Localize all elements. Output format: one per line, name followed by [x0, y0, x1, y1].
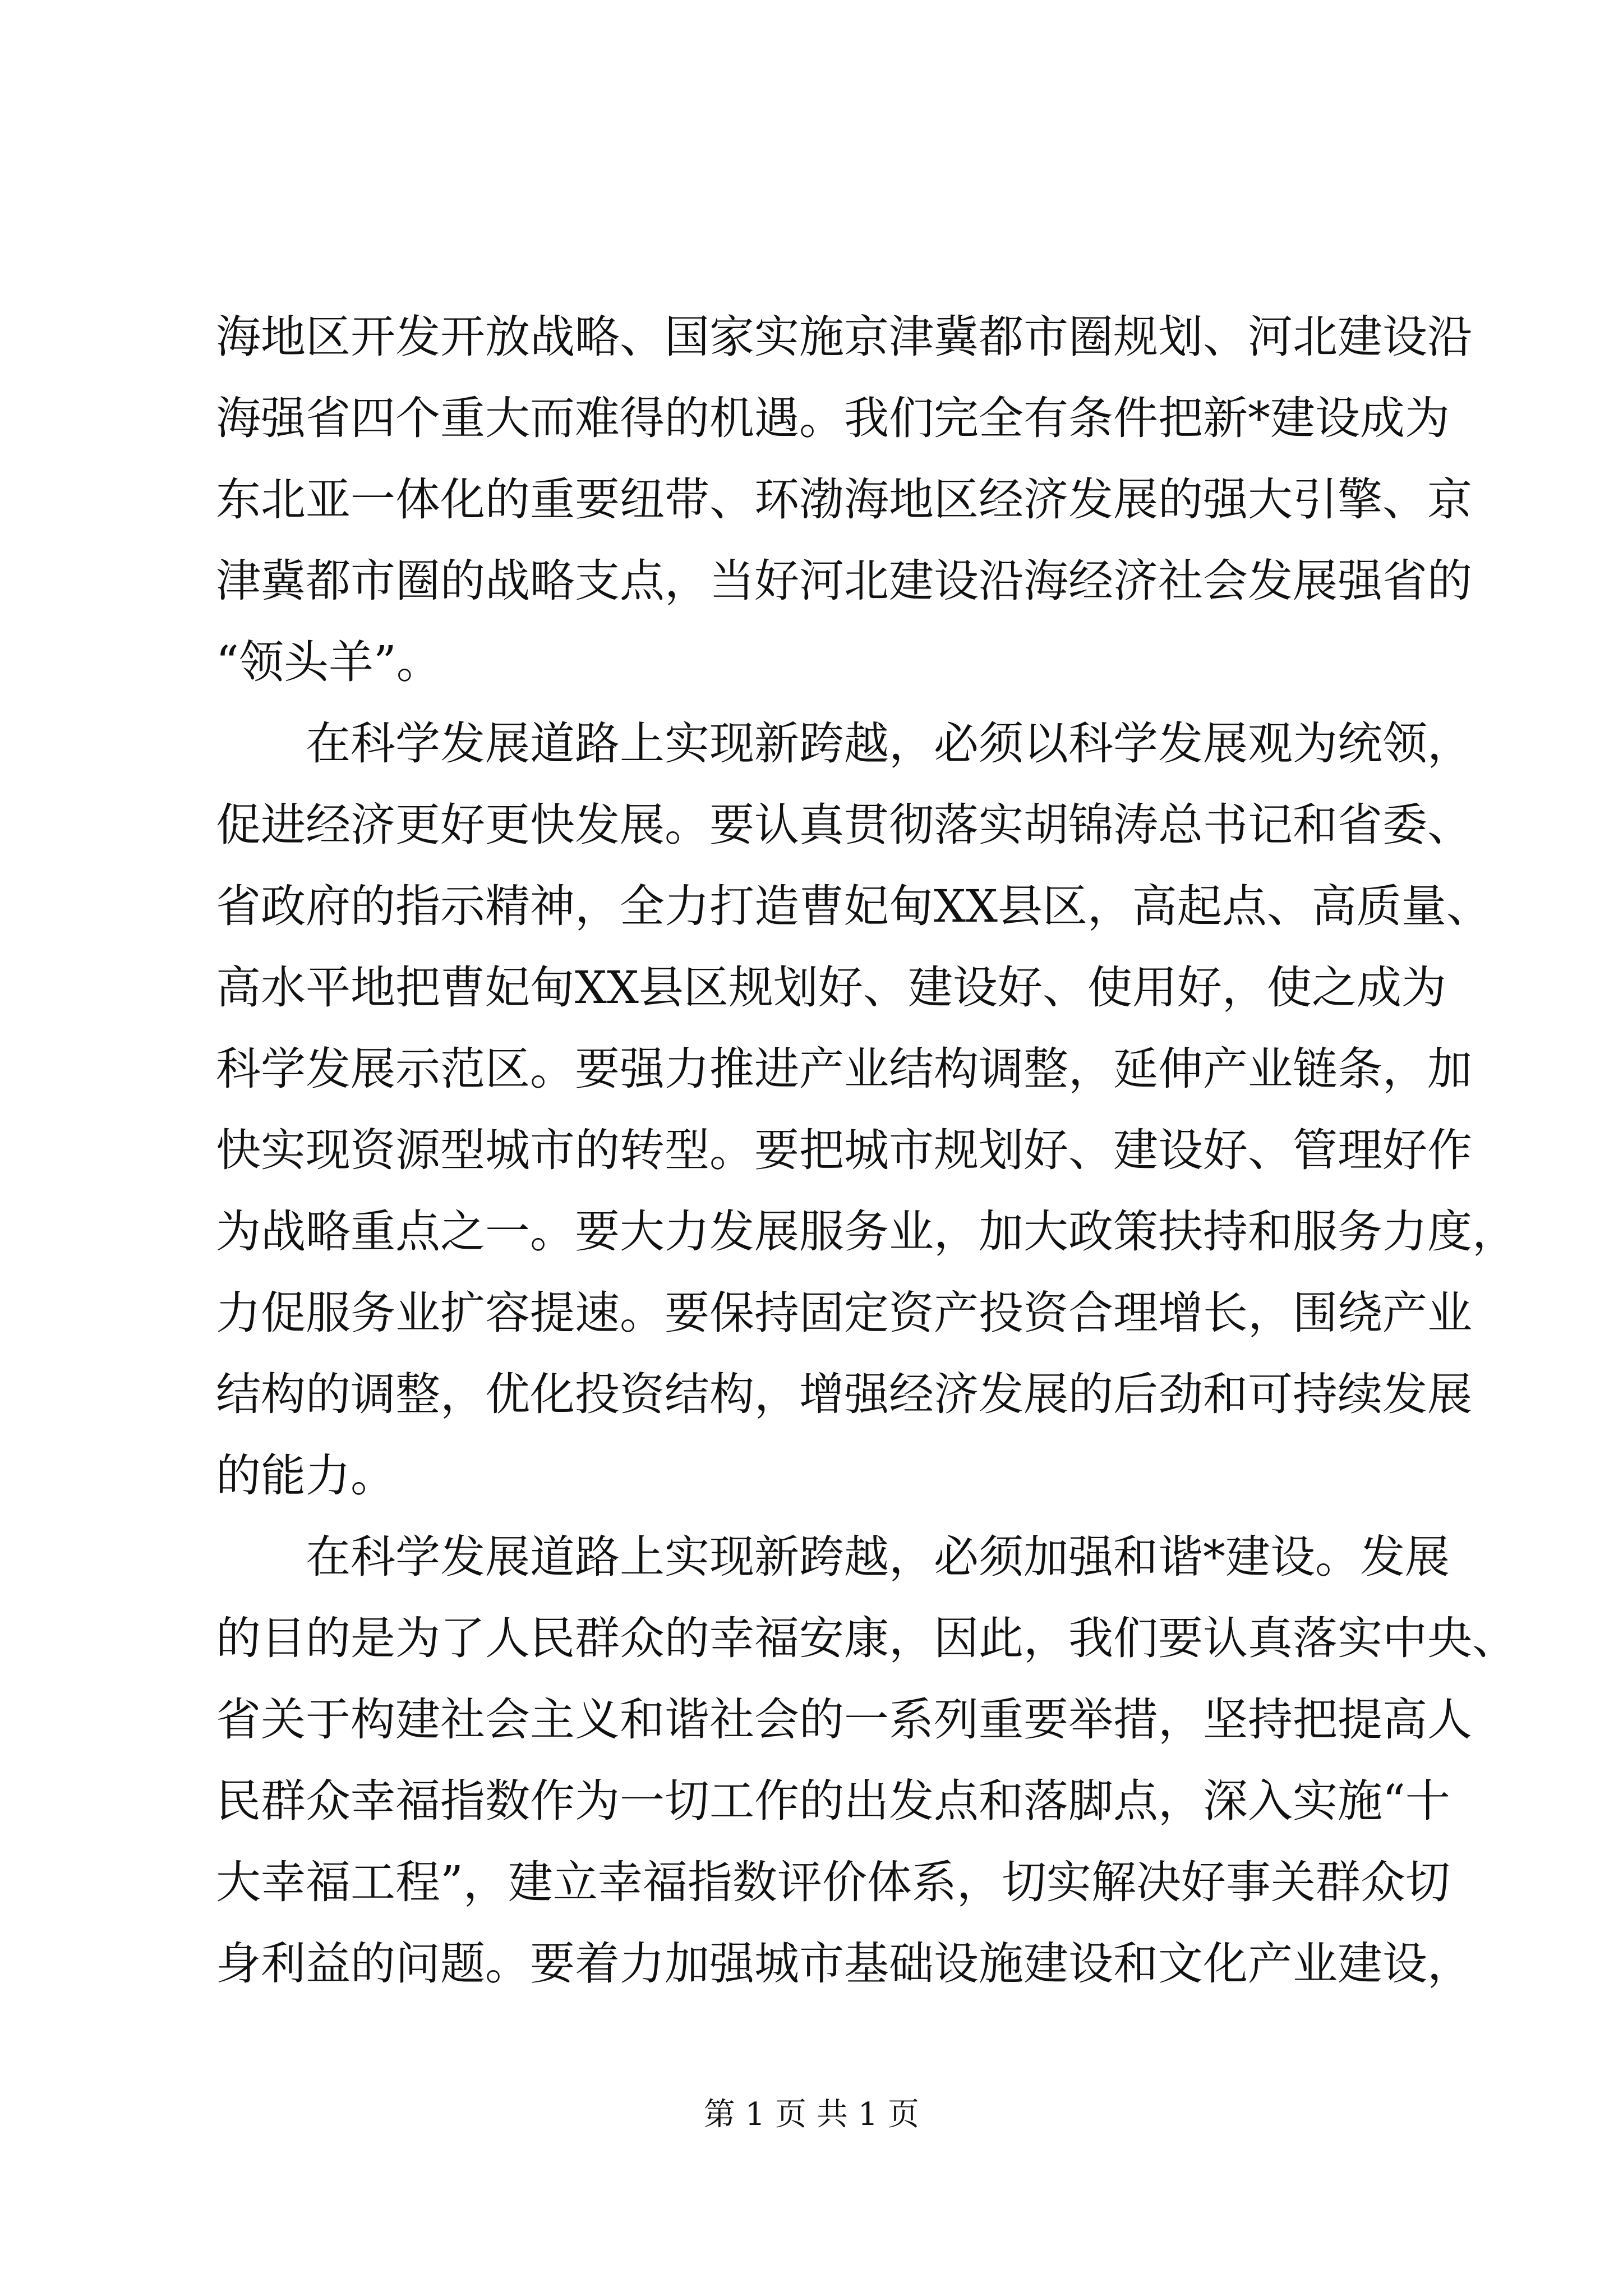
text-line: 高水平地把曹妃甸XX县区规划好、建设好、使用好，使之成为: [216, 961, 1446, 1014]
text-line: 民群众幸福指数作为一切工作的出发点和落脚点，深入实施“十: [216, 1775, 1450, 1827]
body-text: [216, 296, 1517, 2004]
text-line: 身利益的问题。要着力加强城市基础设施建设和文化产业建设，: [216, 1938, 1472, 1990]
text-line: 东北亚一体化的重要纽带、环渤海地区经济发展的强大引擎、京: [216, 473, 1472, 526]
text-line: 结构的调整，优化投资结构，增强经济发展的后劲和可持续发展: [216, 1368, 1472, 1420]
text-line: 力促服务业扩容提速。要保持固定资产投资合理增长，围绕产业: [216, 1287, 1472, 1339]
text-line: 省政府的指示精神，全力打造曹妃甸XX县区，高起点、高质量、: [216, 880, 1491, 932]
text-line: 快实现资源型城市的转型。要把城市规划好、建设好、管理好作: [216, 1124, 1472, 1176]
text-line: 省关于构建社会主义和谐社会的一系列重要举措，坚持把提高人: [216, 1694, 1472, 1746]
text-line: 在科学发展道路上实现新跨越，必须以科学发展观为统领，: [306, 717, 1472, 770]
text-line: 促进经济更好更快发展。要认真贯彻落实胡锦涛总书记和省委、: [216, 799, 1472, 851]
text-line: 在科学发展道路上实现新跨越，必须加强和谐*建设。发展: [306, 1531, 1450, 1583]
text-line: 为战略重点之一。要大力发展服务业，加大政策扶持和服务力度，: [216, 1205, 1517, 1258]
text-line: 海强省四个重大而难得的机遇。我们完全有条件把新*建设成为: [216, 392, 1450, 444]
text-line: “领头羊”。: [216, 636, 441, 688]
text-line: 海地区开发开放战略、国家实施京津冀都市圈规划、河北建设沿: [216, 311, 1472, 363]
text-line: 的目的是为了人民群众的幸福安康，因此，我们要认真落实中央、: [216, 1612, 1517, 1664]
text-line: 津冀都市圈的战略支点，当好河北建设沿海经济社会发展强省的: [216, 555, 1472, 607]
page-footer: 第 1 页 共 1 页: [703, 2096, 920, 2133]
text-line: 科学发展示范区。要强力推进产业结构调整，延伸产业链条，加: [216, 1043, 1472, 1095]
text-line: 大幸福工程”，建立幸福指数评价体系，切实解决好事关群众切: [216, 1856, 1450, 1908]
text-line: 的能力。: [216, 1450, 395, 1502]
